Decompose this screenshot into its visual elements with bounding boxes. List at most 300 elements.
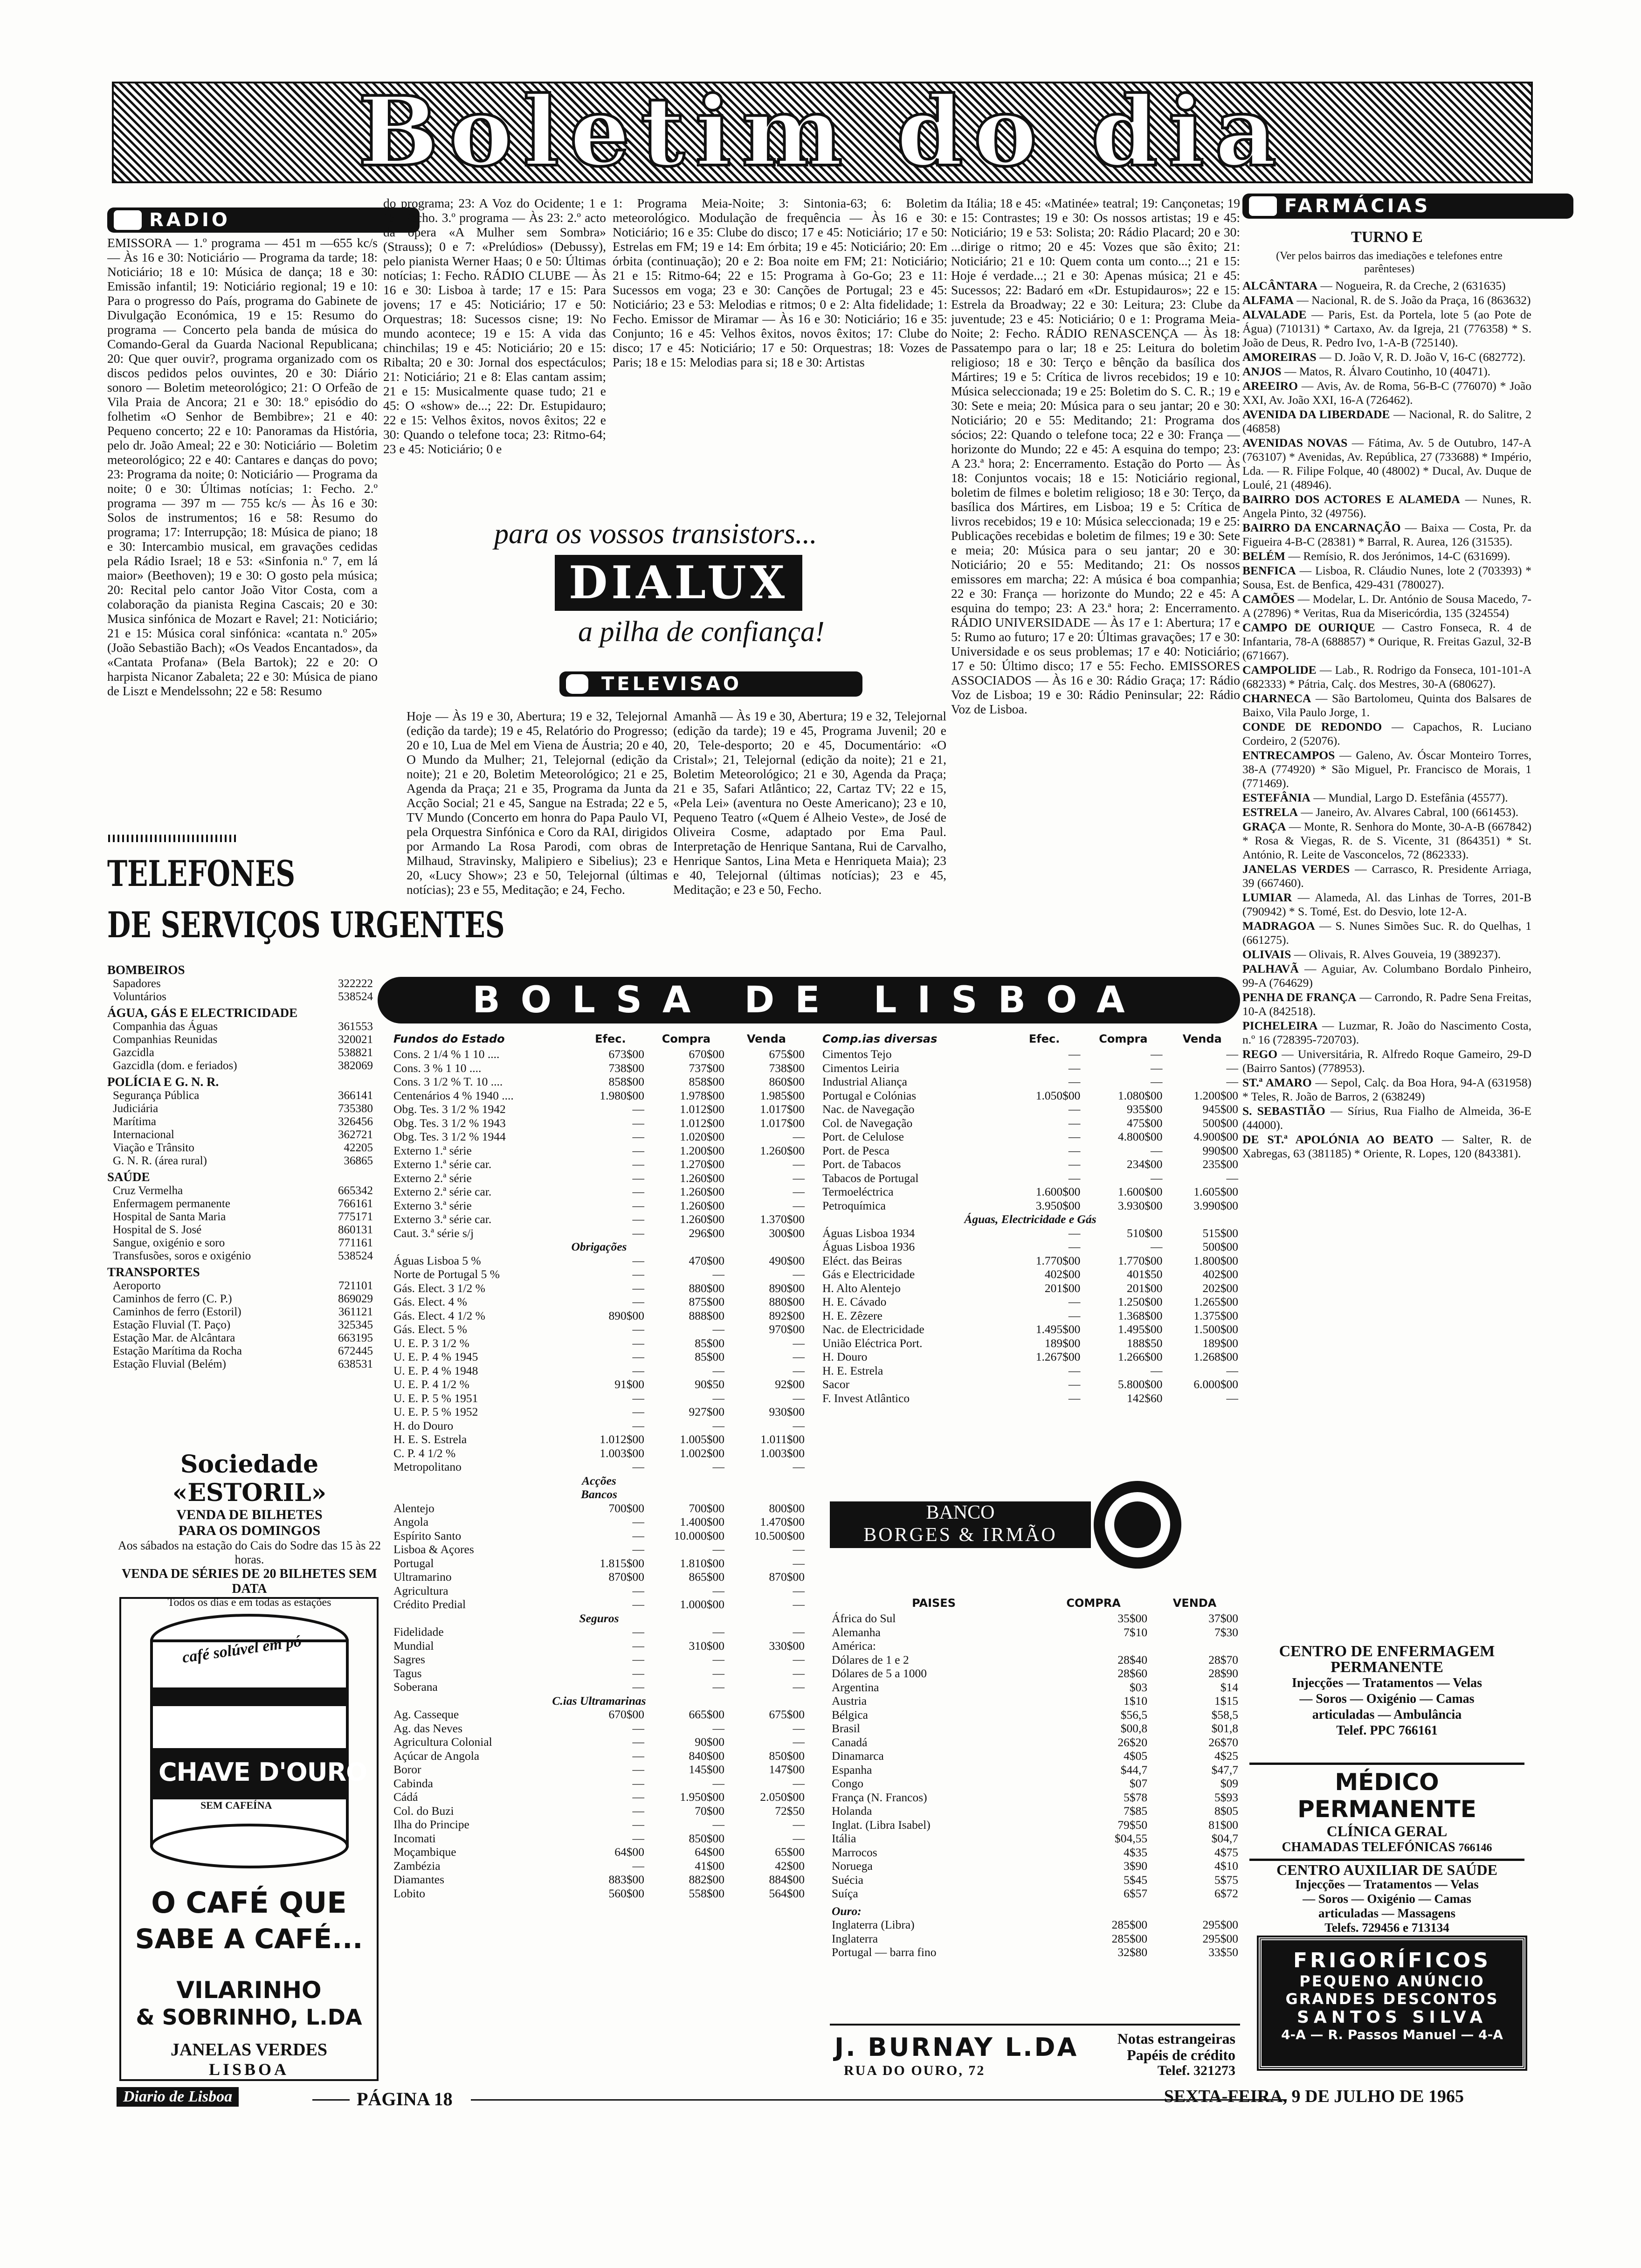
frigorificos-line-1: PEQUENO ANÚNCIO	[1299, 1972, 1485, 1990]
bolsa-name: Ag. das Neves	[393, 1721, 463, 1735]
bolsa-name: Espírito Santo	[393, 1528, 462, 1542]
bolsa-value: 64$00	[695, 1845, 724, 1859]
bolsa-value: —	[1068, 1102, 1081, 1116]
phone-service: Gazcidla (dom. e feriados)	[113, 1059, 237, 1072]
phone-number: 663195	[338, 1332, 373, 1344]
bolsa-value: 1.495$00	[1117, 1322, 1163, 1336]
pharmacy-entry	[1242, 663, 1531, 691]
pharmacy-district: MADRAGOA	[1242, 919, 1315, 933]
dialux-slogan: a pilha de confiança!	[578, 616, 825, 648]
phone-row	[107, 1237, 373, 1250]
cambios-rate	[1038, 1639, 1149, 1653]
bolsa-name: Nac. de Navegação	[822, 1102, 915, 1116]
bolsa-value: —	[632, 1171, 644, 1185]
pharmacy-entry	[1242, 820, 1531, 862]
bolsa-name: Industrial Aliança	[822, 1075, 907, 1088]
bolsa-value: 401$50	[1126, 1267, 1163, 1281]
pharmacy-entry	[1242, 962, 1531, 990]
estoril-line-3: Aos sábados na estação do Cais do Sodre das 15 às 22 horas.	[118, 1539, 381, 1566]
phone-number: 382069	[338, 1059, 373, 1072]
bolsa-name: H. E. Cávado	[822, 1295, 887, 1308]
bolsa-value: 1.050$00	[1035, 1088, 1081, 1102]
bolsa-value: —	[793, 1556, 805, 1570]
bolsa-value: 870$00	[769, 1570, 805, 1583]
phone-service: Sapadores	[113, 977, 161, 990]
bolsa-name: Ag. Casseque	[393, 1708, 459, 1721]
bolsa-row	[820, 1254, 1240, 1268]
cambios-country: Itália	[832, 1832, 856, 1845]
bolsa-row	[392, 1680, 807, 1694]
pharmacy-district: BENFICA	[1242, 564, 1296, 577]
bolsa-header: Efec.	[595, 1032, 626, 1045]
cambios-header: COMPRA	[1066, 1597, 1121, 1610]
bolsa-value: —	[632, 1350, 644, 1363]
bolsa-name: Crédito Predial	[393, 1597, 466, 1611]
banco-label-1: BANCO	[926, 1502, 995, 1523]
bolsa-row	[392, 1185, 807, 1199]
pharmacy-details: — Lab., R. Rodrigo da Fonseca, 101-101-A (682333) * Pátria, Calç. dos Mestres, 30-A (680627).	[1242, 663, 1531, 691]
cafe-ad	[119, 1597, 379, 2081]
bolsa-value: —	[1226, 1075, 1238, 1088]
pharmacy-district: REGO	[1242, 1047, 1278, 1061]
frigorificos-line-2: GRANDES DESCONTOS	[1285, 1990, 1499, 2008]
bolsa-value: 888$00	[689, 1308, 724, 1322]
bolsa-value: 935$00	[1126, 1102, 1163, 1116]
bolsa-value: —	[1068, 1075, 1081, 1088]
bolsa-row	[820, 1130, 1240, 1144]
bolsa-value: 402$00	[1044, 1267, 1081, 1281]
pharmacy-district: CAMPO DE OURIQUE	[1242, 621, 1375, 634]
radio-text: EMISSORA — 1.º programa — 451 m —655 kc/s — Às 16 e 30: Noticiário — Programa da tarde; 18: Noticiário; 18 e 10: Música de dança; 18 e 30: Emissão infantil; 19: Noticiário regional; 19 e 10: Para o progresso do País, programa do Gabinete de Divulgação Económica, 19 e 15: Resumo do programa — Concerto pela banda de música do Comando-Geral da Guarda Nacional Republicana; 20: Que quer ouvir?, programa organizado com os discos pedidos pelos ouvintes, 20 e 30: Diário sonoro — Boletim meteorológico; 21: O Orfeão de Vila Praia de Ancora; 21 e 30: 18.º episódio do folhetim «O Senhor de Bembibre»; 21 e 40: Pequeno concerto; 22 e 10: Panoramas da História, pelo dr. João Ameal; 22 e 30: Noticiário — Boletim meteorológico; 22 e 40: Cantares e danças do povo; 23: Programa da noite; 0: Noticiário — Programa da noite; 0 e 30: Últimas notícias; 1: Fecho. 2.º programa — 397 m — 755 kc/s — Às 16 e 30: Solos de instrumentos; 16 e 58: Resumo do programa; 17: Interrupção; 18: Música de piano; 18 e 30: Intercambio musical, em gravações cedidas pela Rádio Israel; 18 e 53: «Sinfonia n.º 7, em lá maior» (Beethoven); 19 e 30: O gosto pela música; 20: Recital pelo cantor João Vitor Costa, com a colaboração da pianista Regina Cascais; 20 e 30: Musica sinfónica de Mozart e Ravel; 21: Noticiário; 21 e 15: Música coral sinfónica: «cantata n.º 205» (João Sebastião Bach); «Os Veados Encantados», da «Cantata Profana» (Bela Bartok); 22 e 20: O harpista Nicanor Zabaleta; 22 e 30: Música de piano de Liszt e Mendelssohn; 22 e 58: Resumo	[107, 235, 378, 698]
phone-table	[107, 977, 373, 1003]
bolsa-value: 300$00	[769, 1226, 805, 1240]
tv-tomorrow: Amanhã — Às 19 e 30, Abertura; 19 e 32, Telejornal (edição da tarde); 19 e 45, Programa Juvenil; 20 e 20, Tele-desporto; 20 e 45, Documentário: «O Cristal»; 21, Telejornal (edição da noite); 21 e 21, Boletim Meteorológico; 21 e 30, Agenda da Praça; 21 e 35, Safari Atlântico; 22, Cartaz TV; 22 e 15, «Pela Lei» (aventura no Oeste Americano); 23 e 10, Pequeno Teatro («Quem é Alheio Veste», de José de Oliveira Cosme, adaptado por Ema Paul. Interpretação de Henrique Santana, Rui de Carvalho, Henrique Santos, Lina Meta e Henriqueta Maia); 23 e 40, Telejornal (últimas notícias); 23 e 45, Meditação; e 23 e 50, Fecho.	[673, 709, 946, 897]
bolsa-name: Agricultura	[393, 1583, 448, 1597]
bolsa-name: Externo 1.ª série	[393, 1143, 472, 1157]
phone-row	[107, 1089, 373, 1102]
pharmacy-details: — Sírius, Rua Fialho de Almeida, 36-E (44000).	[1242, 1104, 1531, 1132]
phone-service: Caminhos de ferro (C. P.)	[113, 1293, 232, 1305]
phone-number: 362721	[338, 1128, 373, 1141]
estoril-line-2: PARA OS DOMINGOS	[178, 1523, 321, 1538]
bolsa-value: 1.200$00	[1193, 1088, 1238, 1102]
bolsa-row	[392, 1199, 807, 1213]
bolsa-header: Venda	[1182, 1032, 1222, 1045]
bolsa-name: Termoeléctrica	[822, 1185, 894, 1198]
bolsa-value: 890$00	[769, 1281, 805, 1295]
bolsa-value: 737$00	[689, 1061, 724, 1075]
bolsa-value: 945$00	[1202, 1102, 1238, 1116]
cambios-rate: 5$93	[1214, 1790, 1238, 1804]
bolsa-value: —	[793, 1583, 805, 1597]
estoril-line-4: VENDA DE SÉRIES DE 20 BILHETES SEM DATA	[122, 1567, 377, 1596]
cambios-row	[830, 1887, 1240, 1901]
bolsa-value: —	[632, 1102, 644, 1116]
pharmacy-entry	[1242, 492, 1531, 520]
cambios-rate: 5$75	[1214, 1873, 1238, 1887]
bolsa-value: 675$00	[769, 1047, 805, 1061]
pharmacy-entry	[1242, 379, 1531, 407]
bolsa-name: Angola	[393, 1515, 429, 1528]
pharmacy-details: — Monte, R. Senhora do Monte, 30-A-B (667842) * Rosa & Viegas, R. de S. Vicente, 31 (864351) * St. António, R. Leite de Vasconcelos, 72 (862333).	[1242, 820, 1531, 861]
gold-rate: 33$50	[1208, 1945, 1238, 1959]
bolsa-name: F. Invest Atlântico	[822, 1391, 910, 1405]
footer-paper-name: Diario de Lisboa	[117, 2087, 239, 2107]
farmacias-heading-label: FARMÁCIAS	[1284, 195, 1431, 217]
bolsa-row	[820, 1144, 1240, 1158]
bolsa-value: —	[632, 1212, 644, 1226]
cambios-row	[830, 1804, 1240, 1818]
auxiliar-line-3: articuladas — Massagens	[1318, 1906, 1455, 1920]
bolsa-value: 1.495$00	[1035, 1322, 1081, 1336]
phone-number: 538524	[338, 1250, 373, 1262]
bolsa-value: 670$00	[608, 1708, 644, 1721]
bolsa-row	[392, 1322, 807, 1336]
bolsa-name: Moçambique	[393, 1845, 456, 1859]
bolsa-row	[392, 1653, 807, 1666]
bolsa-value: 1.500$00	[1193, 1322, 1238, 1336]
bolsa-row	[820, 1350, 1240, 1364]
pharmacy-district: ALVALADE	[1242, 308, 1307, 321]
bolsa-row	[820, 1267, 1240, 1281]
masthead	[112, 76, 1533, 188]
bolsa-value: —	[793, 1460, 805, 1473]
bolsa-value: 1.985$00	[760, 1088, 805, 1102]
pharmacy-details: — Universitária, R. Alfredo Roque Gameiro, 29-D (Bairro Santos) (778953).	[1242, 1047, 1531, 1075]
bolsa-row	[820, 1102, 1240, 1116]
phone-number: 771161	[338, 1237, 373, 1249]
bolsa-value: —	[793, 1831, 805, 1845]
bolsa-value: 883$00	[608, 1873, 644, 1886]
medico-title: MÉDICO PERMANENTE	[1297, 1769, 1476, 1823]
bolsa-value: —	[632, 1322, 644, 1336]
bolsa-row	[392, 1542, 807, 1556]
bolsa-value: —	[632, 1515, 644, 1528]
pharmacy-details: — S. Nunes Simões Suc. R. do Quelhas, 1 (661275).	[1242, 919, 1531, 947]
bolsa-header: Compra	[1099, 1032, 1148, 1045]
bolsa-value: 858$00	[689, 1075, 724, 1088]
bolsa-row	[820, 1089, 1240, 1103]
pharmacy-district: AMOREIRAS	[1242, 350, 1317, 364]
phone-row	[107, 1224, 373, 1237]
cambios-header: PAISES	[912, 1597, 956, 1610]
bolsa-value: 1.005$00	[680, 1432, 724, 1446]
bolsa-row	[392, 1749, 807, 1763]
cafe-lid-text: café solúvel em pó	[181, 1632, 303, 1666]
phone-number: 860131	[338, 1224, 373, 1236]
phone-row	[107, 1184, 373, 1197]
pharmacy-district: CAMÕES	[1242, 592, 1295, 606]
bolsa-row	[392, 1460, 807, 1474]
phone-number: 325345	[338, 1319, 373, 1331]
bolsa-value: 500$00	[1202, 1240, 1238, 1253]
cambios-country: Bélgica	[832, 1708, 868, 1722]
enfermagem-box	[1249, 1644, 1524, 1739]
bolsa-value: 875$00	[689, 1295, 724, 1308]
bolsa-value: 1.978$00	[680, 1088, 724, 1102]
pharmacy-entry	[1242, 1076, 1531, 1104]
bolsa-row	[820, 1295, 1240, 1309]
pharmacy-district: S. SEBASTIÃO	[1242, 1104, 1325, 1118]
bolsa-value: 72$50	[775, 1804, 805, 1818]
cambios-rate: $03	[1129, 1680, 1148, 1694]
pharmacy-entry	[1242, 791, 1531, 805]
bolsa-value: 1.266$00	[1117, 1350, 1163, 1363]
bolsa-row	[392, 1157, 807, 1171]
bolsa-value: 560$00	[608, 1886, 644, 1900]
bolsa-value: —	[712, 1625, 724, 1639]
pharmacy-entry	[1242, 805, 1531, 819]
bolsa-row	[392, 1873, 807, 1887]
bolsa-row	[392, 1377, 807, 1391]
frigorificos-line-3: SANTOS SILVA	[1296, 2008, 1488, 2027]
bolsa-name: H. E. Zêzere	[822, 1308, 883, 1322]
cambios-rate: 5$78	[1124, 1790, 1148, 1804]
phone-number: 361553	[338, 1020, 373, 1033]
bolsa-value: 1.017$00	[760, 1102, 805, 1116]
burnay-ad	[830, 2024, 1240, 2081]
phone-service: Internacional	[113, 1128, 174, 1141]
pharmacy-entry	[1242, 549, 1531, 563]
cambios-rate: 4$75	[1214, 1845, 1238, 1859]
phone-number: 735380	[338, 1102, 373, 1115]
footer-date: SEXTA-FEIRA, 9 DE JULHO DE 1965	[1164, 2087, 1464, 2106]
cambios-row	[830, 1777, 1240, 1791]
tv-col-2	[673, 709, 946, 968]
phone-number: 869029	[338, 1293, 373, 1305]
bolsa-value: —	[632, 1859, 644, 1873]
bolsa-value: —	[1068, 1171, 1081, 1185]
bolsa-value: —	[632, 1790, 644, 1804]
bolsa-value: 670$00	[689, 1047, 724, 1061]
cambios-row	[830, 1859, 1240, 1873]
bolsa-value: 1.600$00	[1117, 1185, 1163, 1198]
phone-service: Marítima	[113, 1115, 157, 1128]
footer-page: PÁGINA 18	[357, 2088, 453, 2109]
cafe-firm-2: & SOBRINHO, L.DA	[136, 2005, 362, 2030]
bolsa-value: 1.810$00	[680, 1556, 724, 1570]
phone-number: 42205	[344, 1141, 373, 1154]
cambios-rate: 79$50	[1117, 1818, 1148, 1832]
phone-service: Voluntários	[113, 990, 166, 1003]
phone-number: 766161	[338, 1197, 373, 1210]
pharmacy-details: — Nogueira, R. da Creche, 2 (631635)	[1320, 279, 1506, 292]
gold-rate: 295$00	[1202, 1918, 1238, 1931]
bolsa-name: Cons. 3 % 1 10 ....	[393, 1061, 482, 1075]
estoril-title: Sociedade «ESTORIL»	[172, 1450, 327, 1507]
bolsa-value: 201$00	[1126, 1281, 1163, 1295]
bolsa-group-title: Acções	[582, 1473, 616, 1487]
dialux-ad	[466, 518, 923, 653]
tv-icon	[566, 674, 588, 694]
phone-service: Enfermagem permanente	[113, 1197, 230, 1210]
bolsa-value: —	[793, 1363, 805, 1377]
frigorificos-line-4: 4-A — R. Passos Manuel — 4-A	[1281, 2027, 1503, 2042]
bolsa-name: Petroquímica	[822, 1198, 886, 1212]
bolsa-value: 70$00	[695, 1804, 724, 1818]
phone-service: Sangue, oxigénio e soro	[113, 1237, 225, 1249]
medico-box	[1249, 1763, 1524, 1861]
bolsa-value: —	[632, 1391, 644, 1405]
bolsa-value: —	[632, 1542, 644, 1556]
bolsa-value: 142$60	[1126, 1391, 1163, 1405]
bolsa-value: 500$00	[1202, 1116, 1238, 1130]
cambios-country: Dólares de 5 a 1000	[832, 1666, 927, 1680]
bolsa-row	[392, 1089, 807, 1103]
bolsa-value: —	[632, 1735, 644, 1749]
bolsa-value: 188$50	[1126, 1336, 1163, 1350]
bolsa-value: —	[1068, 1116, 1081, 1130]
bolsa-value: 90$50	[695, 1377, 724, 1391]
pharmacy-details: — Castro Fonseca, R. 4 de Infantaria, 78-A (688857) * Ourique, R. Freitas Gazul, 32-B (671667).	[1242, 621, 1531, 662]
bolsa-value: —	[1068, 1157, 1081, 1171]
bolsa-value: 470$00	[689, 1253, 724, 1267]
pharmacy-district: BAIRRO DA ENCARNAÇÃO	[1242, 521, 1401, 534]
pharmacy-district: BAIRRO DOS ACTORES E ALAMEDA	[1242, 492, 1460, 506]
cambios-row	[830, 1680, 1240, 1694]
bolsa-value: —	[793, 1597, 805, 1611]
bolsa-value: —	[632, 1721, 644, 1735]
cambios-rate: 7$30	[1214, 1625, 1238, 1639]
bolsa-value: 927$00	[689, 1405, 724, 1418]
pharmacy-entry	[1242, 691, 1531, 719]
bolsa-value: 1.011$00	[760, 1432, 805, 1446]
pharmacy-district: OLIVAIS	[1242, 947, 1291, 961]
cambios-rate: $07	[1129, 1777, 1148, 1790]
bolsa-value: 738$00	[769, 1061, 805, 1075]
bolsa-row	[392, 1212, 807, 1226]
bolsa-value: 800$00	[769, 1501, 805, 1515]
pharmacy-entry	[1242, 891, 1531, 919]
phone-service: Hospital de Santa Maria	[113, 1210, 226, 1223]
medico-line-text: CHAMADAS TELEFÓNICAS	[1282, 1840, 1455, 1854]
bolsa-value: —	[1068, 1391, 1081, 1405]
cambios-row	[830, 1832, 1240, 1846]
cambios-row	[830, 1763, 1240, 1777]
bolsa-value: 65$00	[775, 1845, 805, 1859]
phone-number: 672445	[338, 1345, 373, 1357]
bolsa-value: 91$00	[614, 1377, 644, 1391]
bolsa-value: 884$00	[769, 1873, 805, 1886]
bolsa-value: —	[632, 1226, 644, 1240]
bolsa-value: —	[712, 1653, 724, 1666]
pharmacy-district: CAMPOLIDE	[1242, 663, 1317, 677]
phone-row	[107, 1141, 373, 1155]
bolsa-value: 85$00	[695, 1350, 724, 1363]
bolsa-value: 10.000$00	[674, 1528, 724, 1542]
bolsa-row	[820, 1309, 1240, 1323]
bolsa-value: —	[1226, 1047, 1238, 1061]
cambios-rate: $56,5	[1120, 1708, 1148, 1722]
phone-row	[107, 1102, 373, 1115]
cafe-slogan-2: SABE A CAFÉ...	[135, 1923, 363, 1955]
pharmacy-entry	[1242, 293, 1531, 307]
bolsa-value: 64$00	[614, 1845, 644, 1859]
pharmacy-entry	[1242, 990, 1531, 1018]
bolsa-value: —	[1068, 1143, 1081, 1157]
bolsa-value: —	[1226, 1061, 1238, 1075]
bolsa-name: U. E. P. 4 % 1948	[393, 1363, 478, 1377]
cambios-rate: 28$70	[1208, 1653, 1238, 1666]
bolsa-value: 1.200$00	[680, 1143, 724, 1157]
pharmacy-details: — Nacional, R. do Salitre, 2 (46858)	[1242, 408, 1531, 435]
bolsa-value: 202$00	[1202, 1281, 1238, 1295]
pharmacy-entry	[1242, 862, 1531, 890]
bolsa-name: Externo 2.ª série car.	[393, 1185, 492, 1198]
bolsa-name: Externo 3.ª série	[393, 1198, 472, 1212]
bolsa-row	[820, 1116, 1240, 1130]
pharmacy-district: PICHELEIRA	[1242, 1019, 1318, 1032]
cambios-rate: 35$00	[1117, 1611, 1148, 1625]
pharmacy-details: — Lisboa, R. Cláudio Nunes, lote 2 (703393) * Sousa, Est. de Benfica, 429-431 (780027).	[1242, 564, 1531, 591]
cambios-rate: $04,55	[1114, 1832, 1148, 1845]
footer-rule-left	[312, 2099, 350, 2101]
bolsa-group-row	[392, 1487, 807, 1501]
bolsa-row	[820, 1157, 1240, 1171]
pharmacy-district: ESTRELA	[1242, 805, 1298, 819]
bolsa-row	[392, 1722, 807, 1736]
bolsa-row	[392, 1845, 807, 1859]
pharmacy-entry	[1242, 748, 1531, 790]
bolsa-value: 3.930$00	[1117, 1198, 1163, 1212]
phone-service: Estação Marítima da Rocha	[113, 1345, 242, 1357]
bolsa-value: 475$00	[1126, 1116, 1163, 1130]
cambios-rate: $14	[1220, 1680, 1238, 1694]
bolsa-header-row	[392, 1030, 807, 1047]
bolsa-value: —	[793, 1130, 805, 1143]
bolsa-value: 880$00	[689, 1281, 724, 1295]
bolsa-name: U. E. P. 4 % 1945	[393, 1350, 478, 1363]
burnay-address: RUA DO OURO, 72	[844, 2063, 986, 2078]
pharmacy-entry	[1242, 279, 1531, 293]
banco-seal-icon	[1091, 1478, 1184, 1571]
dialux-tagline: para os vossos transistors...	[494, 518, 817, 550]
telefones-title: TELEFONES	[107, 853, 296, 895]
bolsa-value: —	[712, 1460, 724, 1473]
phone-service: Gazcidla	[113, 1046, 154, 1059]
bolsa-value: —	[632, 1185, 644, 1198]
bolsa-value: —	[632, 1198, 644, 1212]
bolsa-name: Gás. Elect. 4 1/2 %	[393, 1308, 485, 1322]
cambios-rate: 4$25	[1214, 1749, 1238, 1763]
bolsa-value: 564$00	[769, 1886, 805, 1900]
bolsa-value: —	[1150, 1061, 1163, 1075]
radio-text-4: da Itália; 18 e 45: «Matinée» teatral; 19: Cançonetas; 19 e 15: Contrastes; 19 e 30: Os nossos artistas; 19 e 45: Noticiário; 19 e 53: Solista; 20: Rádio Placard; 20 e 30: ...dirige o ritmo; 20 e 45: Vozes que são êxito; 21: Noticiário; 21 e 10: Quem conta um conto...; 21 e 15: Hoje é verdade...; 21 e 30: Apenas música; 21 e 45: Sucessos; 22: Badaró em «Dr. Estupidauros»; 22 e 15: Estrela da Broadway; 22 e 30: Leitura; 23: Clube da juventude; 23 e 45: Noticiário; 0 e 1: Programa Meia-Noite; 2: Fecho. RÁDIO RENASCENÇA — Às 18: Passatempo para o lar; 18 e 25: Leitura do boletim religioso; 18 e 30: Terço e bênção da basílica dos Mártires; 19 e 5: Crítica de livros recebidos; 19 e 10: Música seleccionada; 19 e 25: Boletim do S. C. R.; 19 e 30: Sete e meia; 20: Música para o seu jantar; 20 e 30: Noticiário; 20 e 55: Meditando; 21: Programa dos sócios; 22: Quando o telefone toca; 22 e 30: França — horizonte do Mundo; 22 e 45: A esquina do tempo; 23: A 23.ª hora; 2: Encerramento. Estação do Porto — Às 18: Conjuntos vocais; 18 e 15: Noticiário regional, boletim de filmes e boletim religioso; 18 e 30: Terço, da basílica dos Mártires, em Lisboa; 19 e 5: Crítica de livros recebidos; 19 e 10: Música seleccionada; 19 e 25: Publicações recebidas e boletim de filmes; 19 e 30: Sete e meia; 20: Música para o seu jantar; 20 e 30: Noticiário; 20 e 55: Meditando; 21: Os nossos emissores em marcha; 22: A música é boa companhia; 22 e 30: França — horizonte do Mundo; 22 e 45: A esquina do tempo; 23: A 23.ª hora; 2: Encerramento. RÁDIO UNIVERSIDADE — Às 17 e 1: Abertura; 17 e 5: Rumo ao futuro; 17 e 20: Últimas gravações; 17 e 30: Universidade e os seus problemas; 17 e 40: Noticiário; 17 e 50: Último disco; 17 e 55: Fecho. EMISSORES ASSOCIADOS — Às 16 e 30: Rádio Graça; 17: Rádio Voz de Lisboa; 19 e 30: Rádio Peninsular; 22: Rádio Voz de Lisboa.	[951, 196, 1240, 716]
bolsa-value: 1.770$00	[1035, 1253, 1081, 1267]
enfermagem-line-2: — Soros — Oxigénio — Camas	[1299, 1692, 1475, 1706]
cambios-country: Alemanha	[832, 1625, 881, 1639]
bolsa-value: —	[712, 1666, 724, 1680]
bolsa-value: 880$00	[769, 1295, 805, 1308]
phone-section-title: BOMBEIROS	[107, 963, 185, 977]
bolsa-value: 310$00	[689, 1639, 724, 1653]
radio-col-2	[383, 196, 606, 532]
bolsa-value: —	[1068, 1295, 1081, 1308]
enfermagem-line-1: Injecções — Tratamentos — Velas	[1291, 1676, 1482, 1690]
bolsa-value: 234$00	[1126, 1157, 1163, 1171]
phone-row	[107, 1155, 373, 1168]
bolsa-value: —	[712, 1680, 724, 1694]
bolsa-value: 6.000$00	[1193, 1377, 1238, 1391]
bolsa-name: Obg. Tes. 3 1/2 % 1943	[393, 1116, 506, 1130]
pharmacy-entry	[1242, 919, 1531, 947]
phone-row	[107, 1306, 373, 1319]
pharmacy-district: AVENIDA DA LIBERDADE	[1242, 408, 1390, 421]
bolsa-value: 1.012$00	[680, 1116, 724, 1130]
cambios-rate: $04,7	[1211, 1832, 1238, 1845]
bolsa-header: Efec.	[1028, 1032, 1060, 1045]
bolsa-name: U. E. P. 5 % 1952	[393, 1405, 478, 1418]
